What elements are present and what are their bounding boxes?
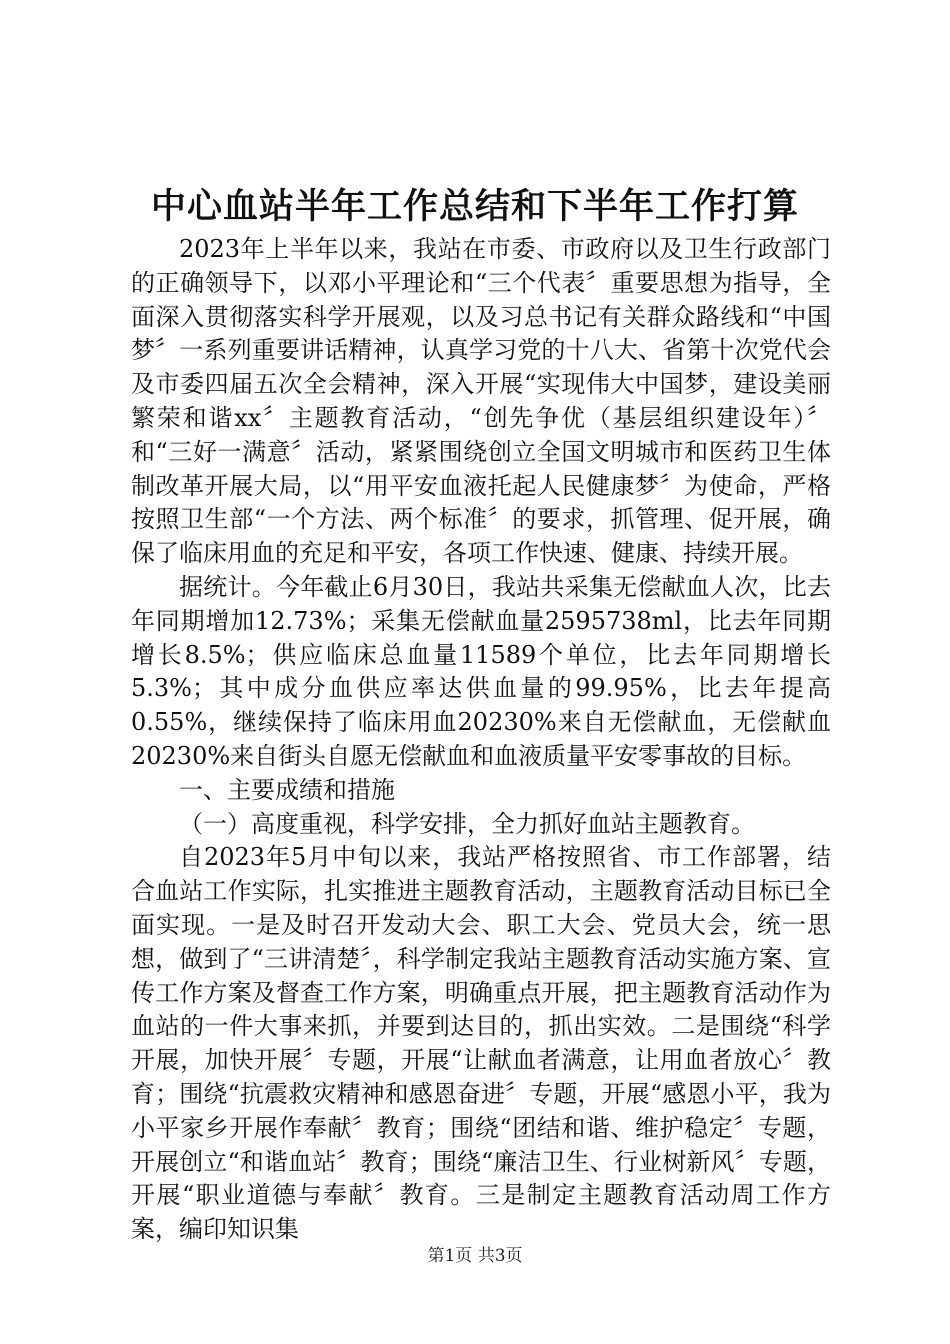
subsection-heading: （一）高度重视，科学安排，全力抓好血站主题教育。	[179, 809, 755, 838]
document-body	[131, 233, 831, 1247]
section-heading: 一、主要成绩和措施	[179, 775, 395, 804]
paragraph-statistics: 据统计。今年截止6月30日，我站共采集无偿献血人次，比去年同期增加12.73%；采集无偿献血量2595738ml，比去年同期增长8.5%；供应临床总血量11589个单位，比去年同期增长5.3%；其中成分血供应率达供血量的99.95%，比去年提高0.55%，继续保持了临床用血20230%来自无偿献血，无偿献血20230%来自街头自愿无偿献血和血液质量平安零事故的目标。	[131, 572, 831, 770]
document-title: 中心血站半年工作总结和下半年工作打算	[150, 186, 799, 227]
paragraph-theme-education: 自2023年5月中旬以来，我站严格按照省、市工作部署，结合血站工作实际，扎实推进主题教育活动，主题教育活动目标已全面实现。一是及时召开发动大会、职工大会、党员大会，统一思想，做到了“三讲清楚〞，科学制定我站主题教育活动实施方案、宣传工作方案及督查工作方案，明确重点开展，把主题教育活动作为血站的一件大事来抓，并要到达目的，抓出实效。二是围绕“科学开展，加快开展〞专题，开展“让献血者满意，让用血者放心〞教育；围绕“抗震救灾精神和感恩奋进〞专题，开展“感恩小平，我为小平家乡开展作奉献〞教育；围绕“团结和谐、维护稳定〞专题，开展创立“和谐血站〞教育；围绕“廉洁卫生、行业树新风〞专题，开展“职业道德与奉献〞教育。三是制定主题教育活动周工作方案，编印知识集	[131, 843, 831, 1244]
paragraph-intro: 2023年上半年以来，我站在市委、市政府以及卫生行政部门的正确领导下，以邓小平理论和“三个代表〞重要思想为指导，全面深入贯彻落实科学开展观，以及习总书记有关群众路线和“中国梦〞一系列重要讲话精神，认真学习党的十八大、省第十次党代会及市委四届五次全会精神，深入开展“实现伟大中国梦，建设美丽繁荣和谐xx〞主题教育活动，“创先争优（基层组织建设年）〞和“三好一满意〞活动，紧紧围绕创立全国文明城市和医药卫生体制改革开展大局，以“用平安血液托起人民健康梦〞为使命，严格按照卫生部“一个方法、两个标准〞的要求，抓管理、促开展，确保了临床用血的充足和平安，各项工作快速、健康、持续开展。	[131, 235, 831, 568]
page-number-footer: 第1页 共3页	[427, 1246, 523, 1266]
